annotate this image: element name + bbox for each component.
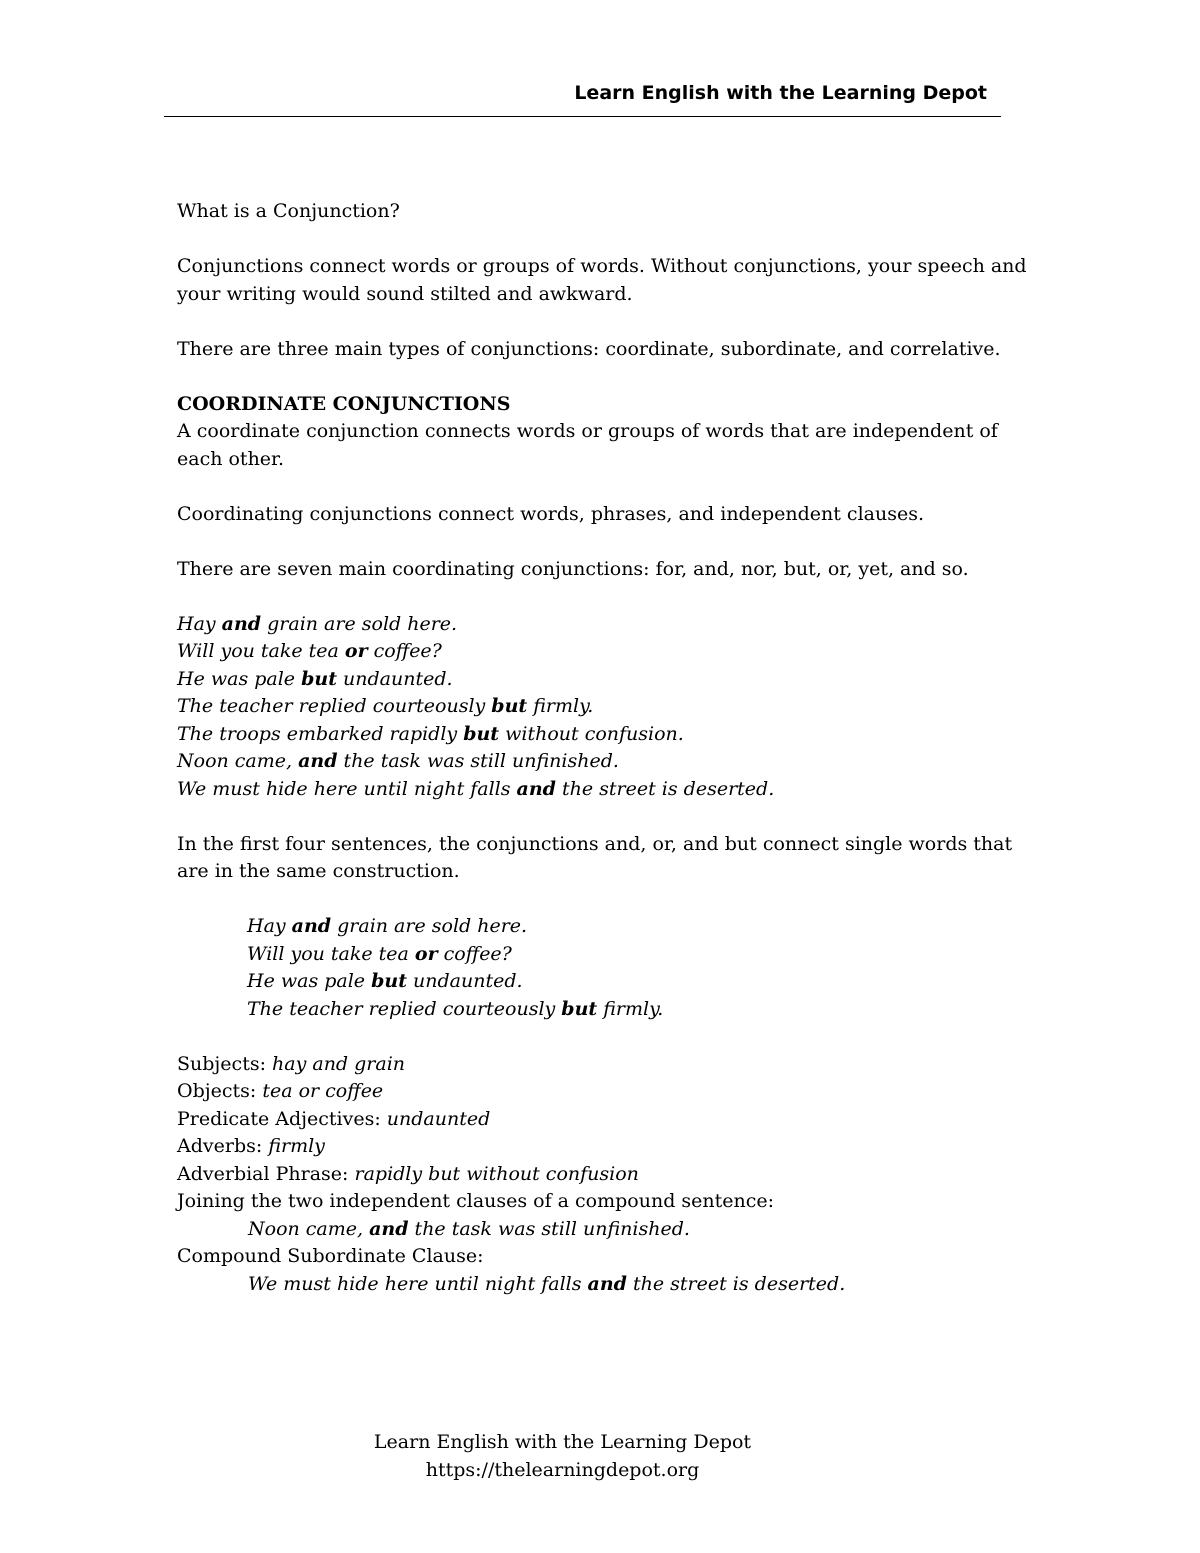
example-sentence: Hay and grain are sold here. [247, 915, 528, 937]
adverbial-phrase-line: Adverbial Phrase: rapidly but without confusion [177, 1162, 639, 1185]
footer-title: Learn English with the Learning Depot [373, 1431, 752, 1453]
grammar-breakdown [177, 1051, 1037, 1299]
section-heading: COORDINATE CONJUNCTIONS [177, 392, 511, 415]
example-sentence: We must hide here until night falls and the street is deserted. [177, 777, 775, 800]
first-four-paragraph: In the first four sentences, the conjunctions and, or, and but connect single words that are in the same construction. [177, 832, 1013, 882]
joining-example: Noon came, and the task was still unfinished. [248, 1217, 690, 1240]
coordinate-definition: A coordinate conjunction connects words or groups of words that are independent of each other. [177, 420, 998, 470]
joining-clauses-line: Joining the two independent clauses of a compound sentence: [177, 1190, 775, 1212]
example-sentence: Will you take tea or coffee? [247, 942, 512, 965]
types-paragraph: There are three main types of conjunctions: coordinate, subordinate, and correlative. [177, 337, 1001, 360]
question-heading: What is a Conjunction? [177, 200, 400, 222]
predicate-adjectives-line: Predicate Adjectives: undaunted [177, 1107, 491, 1130]
coordinating-paragraph: Coordinating conjunctions connect words, phrases, and independent clauses. [177, 502, 924, 525]
compound-subordinate-line: Compound Subordinate Clause: [177, 1245, 484, 1267]
example-sentences [177, 611, 1037, 804]
subjects-line: Subjects: hay and grain [177, 1052, 406, 1075]
example-sentence: Noon came, and the task was still unfinished. [177, 750, 619, 772]
adverbs-line: Adverbs: firmly [177, 1135, 325, 1157]
page-footer [0, 1428, 1125, 1484]
example-sentence: He was pale but undaunted. [177, 667, 453, 690]
example-sentence: Will you take tea or coffee? [177, 640, 442, 662]
header-title: Learn English with the Learning Depot [574, 82, 987, 104]
page-header [164, 78, 1001, 117]
footer-url: https://thelearningdepot.org [425, 1459, 700, 1481]
compound-example: We must hide here until night falls and the street is deserted. [248, 1272, 846, 1295]
indented-examples [247, 913, 1037, 1023]
seven-main-paragraph: There are seven main coordinating conjunctions: for, and, nor, but, or, yet, and so. [177, 557, 969, 580]
document-body [177, 198, 1037, 1298]
coordinate-section [177, 391, 1037, 474]
example-sentence: The teacher replied courteously but firmly. [247, 997, 664, 1020]
example-sentence: He was pale but undaunted. [247, 970, 523, 992]
intro-paragraph: Conjunctions connect words or groups of words. Without conjunctions, your speech and your writing would sound stilted and awkward. [177, 255, 1027, 305]
example-sentence: Hay and grain are sold here. [177, 612, 458, 635]
objects-line: Objects: tea or coffee [177, 1080, 384, 1102]
example-sentence: The troops embarked rapidly but without confusion. [177, 722, 684, 745]
example-sentence: The teacher replied courteously but firmly. [177, 695, 594, 717]
